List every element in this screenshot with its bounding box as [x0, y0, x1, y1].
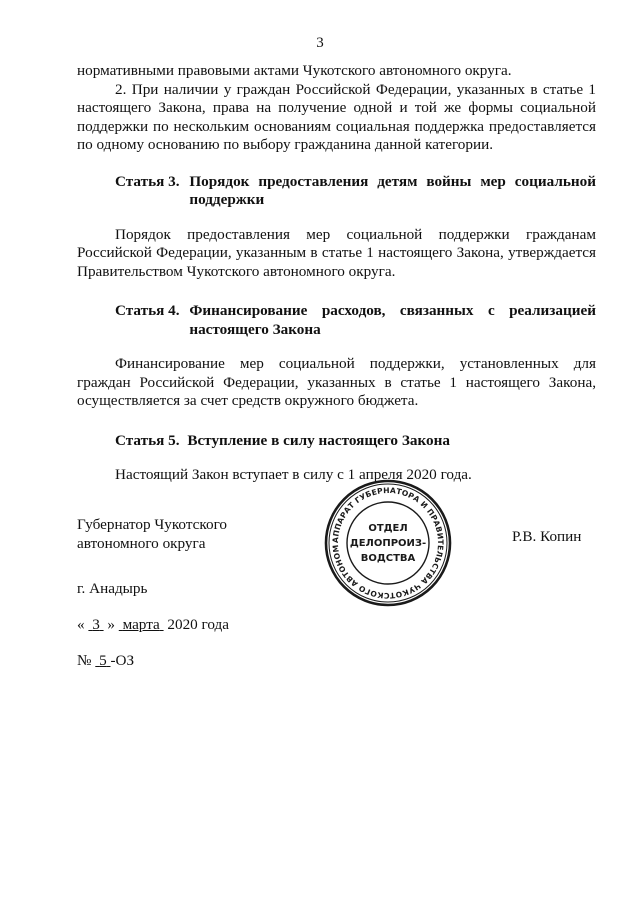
law-number-suffix: -ОЗ	[110, 652, 135, 669]
signature-position-line2: автономного округа	[77, 535, 206, 552]
article-5-heading	[77, 432, 596, 451]
date-day: 3	[92, 616, 100, 633]
document-body	[77, 62, 596, 485]
date-month: марта	[122, 616, 160, 633]
article-5-number: Статья 5.	[115, 431, 180, 449]
signing-date	[77, 616, 229, 634]
article-3-body: Порядок предоставления мер социальной поддержки гражданам Российской Федерации, указанным в статье 1 настоящего Закона, утверждается Правительством Чукотского автономного округа.	[77, 225, 596, 280]
article-4-heading	[77, 302, 596, 339]
place-of-signing: г. Анадырь	[77, 580, 148, 597]
paragraph-intro: нормативными правовыми актами Чукотского автономного округа.	[77, 62, 512, 79]
date-year: 2020 года	[167, 616, 230, 633]
article-4-title: Финансирование расходов, связанных с реализацией настоящего Закона	[189, 302, 596, 338]
article-4-body: Финансирование мер социальной поддержки, установленных для граждан Российской Федерации, указанных в статье 1 настоящего Закона, осуществляется за счет средств окружного бюджета.	[77, 355, 596, 409]
law-number-prefix: №	[77, 652, 92, 669]
stamp-ring-text: АППАРАТ ГУБЕРНАТОРА И ПРАВИТЕЛЬСТВА ЧУКОТСКОГО АВТОНОМ	[330, 485, 446, 601]
stamp-center-line2: ДЕЛОПРОИЗ-	[349, 538, 427, 549]
law-number-value: 5	[99, 652, 107, 669]
signature-name: Р.В. Копин	[512, 528, 582, 545]
stamp-graphic	[323, 478, 453, 608]
article-3-title: Порядок предоставления детям войны мер социальной поддержки	[189, 172, 596, 208]
article-5-title: Вступление в силу настоящего Закона	[187, 431, 450, 449]
date-open-quote: «	[77, 616, 85, 633]
article-3-heading	[77, 173, 596, 210]
page-number: 3	[316, 35, 324, 51]
article-5-body: Настоящий Закон вступает в силу с 1 апреля 2020 года.	[115, 466, 472, 483]
paragraph-2: 2. При наличии у граждан Российской Федерации, указанных в статье 1 настоящего Закона, права на получение одной и той же формы социальной поддержки по нескольким основаниям социальная поддержка предоставляется по одному основанию по выбору гражданина данной категории.	[77, 80, 596, 153]
signature-position-line1: Губернатор Чукотского	[77, 516, 228, 533]
article-3-number: Статья 3.	[115, 172, 180, 190]
official-stamp	[323, 478, 453, 608]
stamp-center-line3: ВОДСТВА	[360, 553, 416, 564]
law-number	[77, 652, 134, 670]
stamp-center-line1: ОТДЕЛ	[368, 523, 408, 534]
signature-position	[77, 515, 227, 553]
article-4-number: Статья 4.	[115, 302, 180, 319]
date-close-quote: »	[107, 616, 115, 633]
